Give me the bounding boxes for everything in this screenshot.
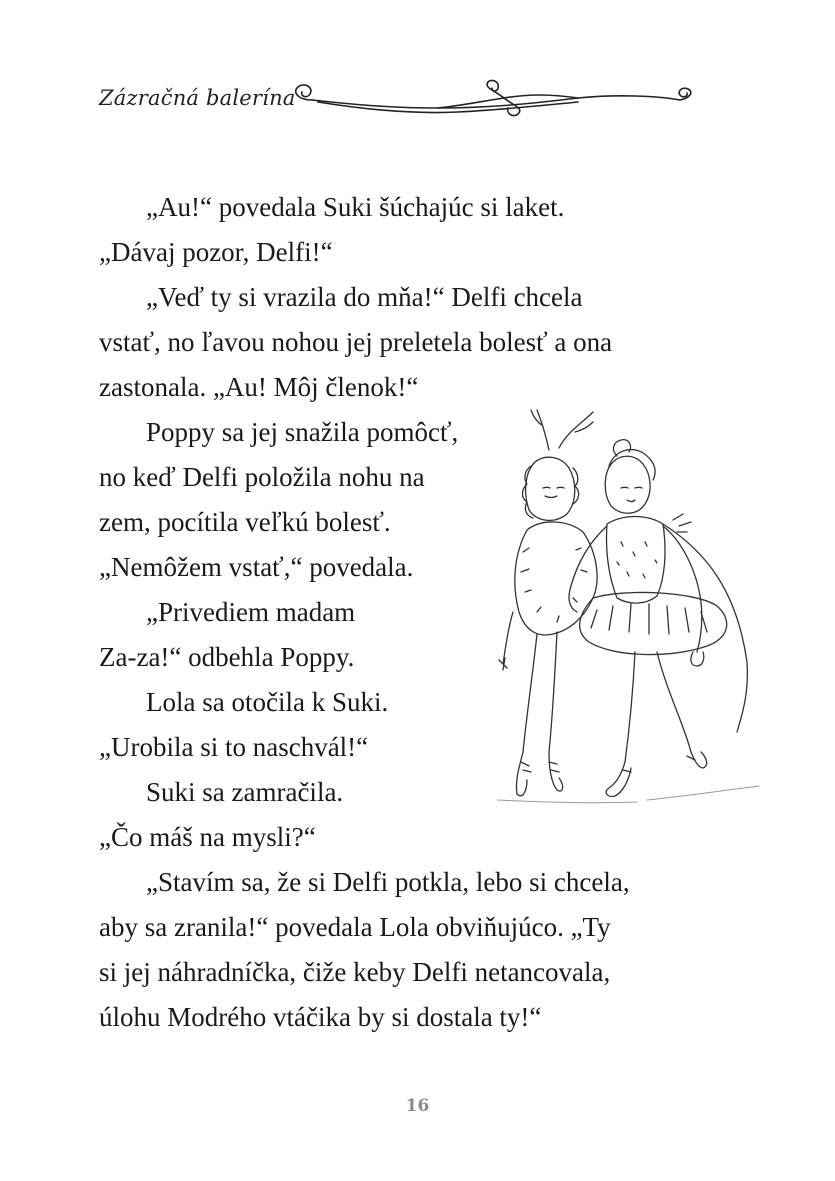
text-line: zem, pocítila veľkú bolesť. — [99, 507, 391, 537]
text-line: „Privediem madam — [146, 597, 356, 627]
text-line: „Dávaj pozor, Delfi!“ — [99, 237, 333, 267]
text-line: no keď Delfi položila nohu na — [99, 462, 425, 492]
text-line: Suki sa zamračila. — [146, 777, 344, 807]
page-number: 16 — [405, 1096, 430, 1116]
text-line: „Stavím sa, že si Delfi potkla, lebo si chcela, — [146, 867, 630, 897]
text-line: „Au!“ povedala Suki šúchajúc si laket. — [146, 192, 565, 222]
text-line: „Veď ty si vrazila do mňa!“ Delfi chcela — [146, 282, 583, 312]
ornamental-scroll-icon — [288, 78, 698, 122]
two-ballerinas-sketch-icon — [497, 402, 767, 812]
text-line: si jej náhradníčka, čiže keby Delfi netancovala, — [99, 957, 611, 987]
text-line: Za-za!“ odbehla Poppy. — [99, 642, 355, 672]
text-line: Poppy sa jej snažila pomôcť, — [146, 417, 459, 447]
text-line: „Nemôžem vstať,“ povedala. — [99, 552, 414, 582]
running-header-title: Zázračná balerína — [99, 86, 296, 110]
text-line: „Čo máš na mysli?“ — [99, 822, 316, 852]
text-line: aby sa zranila!“ povedala Lola obviňujúco. „Ty — [99, 912, 611, 942]
text-line: úlohu Modrého vtáčika by si dostala ty!“ — [99, 1002, 542, 1032]
text-line: „Urobila si to naschvál!“ — [99, 732, 369, 762]
text-line: vstať, no ľavou nohou jej preletela bolesť a ona — [99, 327, 613, 357]
text-line: zastonala. „Au! Môj členok!“ — [99, 372, 419, 402]
text-line: Lola sa otočila k Suki. — [146, 687, 389, 717]
